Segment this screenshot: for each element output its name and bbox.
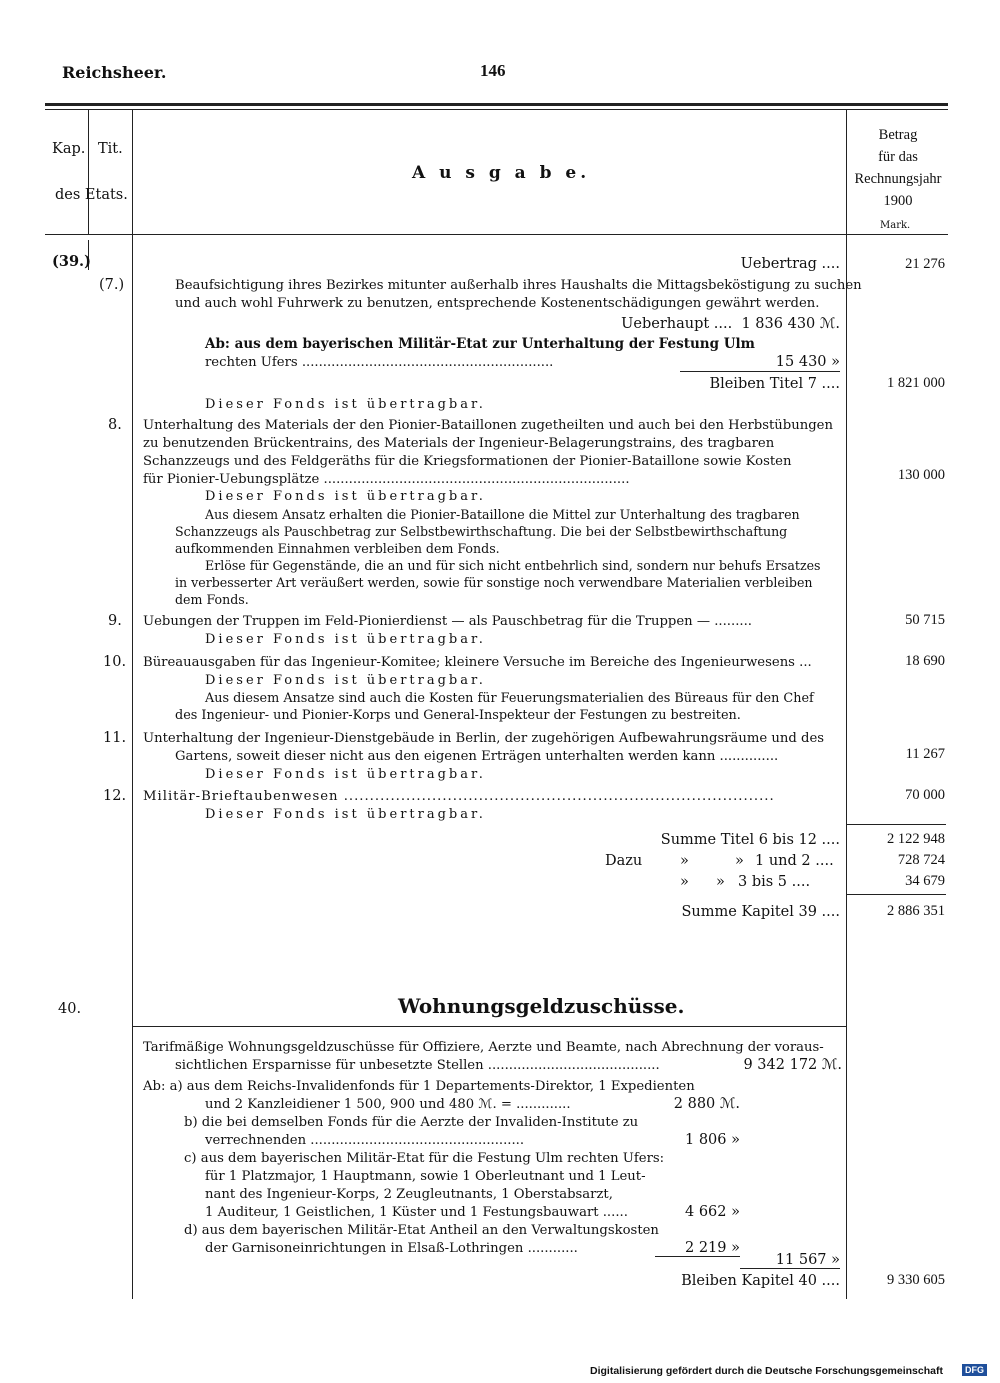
deduction-text: Ab: a) aus dem Reichs-Invalidenfonds für 1 Departements-Direktor, 1 Expedienten [143,1079,695,1094]
running-head: Reichsheer. [62,63,167,82]
summe-label: Summe Titel 6 bis 12 .... [660,832,840,848]
bleiben-kapitel-value: 9 330 605 [887,1272,945,1288]
tit-number: 9. [108,613,122,629]
entry-text: Büreauausgaben für das Ingenieur-Komitee; kleinere Versuche im Bereiche des Ingenieurwesens ... [143,655,812,670]
fonds-note: Dieser Fonds ist übertragbar. [205,489,486,504]
tit-number: (7.) [99,277,125,293]
fonds-note: Dieser Fonds ist übertragbar. [205,673,486,688]
entry-text: Tarifmäßige Wohnungsgeldzuschüsse für Offiziere, Aerzte und Beamte, nach Abrechnung der voraus- [143,1040,824,1055]
col-divider-kap [88,109,89,235]
deduction-value: 2 219 » [685,1240,740,1256]
amount-value: 50 715 [905,612,945,628]
note-text: Aus diesem Ansatz erhalten die Pionier-Bataillone die Mittel zur Unterhaltung des tragbaren [205,507,800,522]
dazu-value: 34 679 [905,873,945,889]
fonds-note: Dieser Fonds ist übertragbar. [205,632,486,647]
sum-rule [846,824,946,825]
uebertrag-label: Uebertrag .... [740,256,840,272]
entry-text: Unterhaltung des Materials der den Pionier-Bataillonen zugetheilten und auch bei den Herbstübungen [143,418,833,433]
deduction-text: der Garnisoneinrichtungen in Elsaß-Lothringen ............ [205,1241,578,1256]
entry-text: für Pionier-Uebungsplätze ......................................................................... [143,472,630,487]
top-rule-thin [45,109,948,110]
tit-number: 12. [103,788,127,804]
dazu-range: 1 und 2 .... [755,853,834,869]
deduction-text: d) aus dem bayerischen Militär-Etat Antheil an den Verwaltungskosten [184,1223,659,1238]
entry-text: Schanzzeugs und des Feldgeräths für die Kriegsformationen der Pionier-Bataillone sowie Kosten [143,454,792,469]
deduction-text: nant des Ingenieur-Korps, 2 Zeugleutnants, 1 Oberstabsarzt, [205,1187,613,1202]
kap-number: (39.) [52,253,91,270]
deduction-text: b) die bei demselben Fonds für die Aerzte der Invaliden-Institute zu [184,1115,639,1130]
bleiben-label: Bleiben Titel 7 .... [709,376,840,392]
col-divider-tit [132,109,133,1299]
subtotal-rule [655,1256,740,1257]
tit-number: 10. [103,654,127,670]
note-text: aufkommenden Einnahmen verbleiben dem Fonds. [175,541,500,556]
deduction-sum: 11 567 » [775,1252,840,1268]
col-header-tit: Tit. [98,141,123,157]
note-text: Aus diesem Ansatze sind auch die Kosten für Feuerungsmaterialien des Büreaus für den Chef [205,691,814,706]
amount-value: 18 690 [905,653,945,669]
amount-value: 11 267 [905,746,945,762]
fonds-note: Dieser Fonds ist übertragbar. [205,767,486,782]
amount-value: 70 000 [905,787,945,803]
fonds-note: Dieser Fonds ist übertragbar. [205,807,486,822]
deduction-text: rechten Ufers ............................................................ [205,355,554,370]
note-text: des Ingenieur- und Pionier-Korps und General-Inspekteur der Festungen zu bestreiten. [175,708,741,723]
deduction-value: 15 430 » [775,354,840,370]
chapter-title: Wohnungsgeldzuschüsse. [398,994,685,1018]
deduction-text: 1 Auditeur, 1 Geistlichen, 1 Küster und 1 Festungsbauwart ...... [205,1205,628,1220]
note-text: Erlöse für Gegenstände, die an und für sich nicht entbehrlich sind, sondern nur behufs Ersatzes [205,558,821,573]
bleiben-kapitel-label: Bleiben Kapitel 40 .... [681,1273,840,1289]
chapter-rule [132,1026,846,1027]
gross-total: 9 342 172 ℳ. [743,1057,842,1073]
top-rule-thick [45,103,948,106]
page-number: 146 [480,61,506,80]
col-header-betrag: Betrag für das Rechnungsjahr 1900 [854,127,942,209]
header-rule [45,234,948,235]
col-header-des-etats: des Etats. [55,187,128,203]
summe-value: 2 122 948 [887,831,945,847]
ueberhaupt-line: Ueberhaupt .... 1 836 430 ℳ. [621,316,840,332]
tit-number: 11. [103,730,127,746]
sum-rule [846,894,946,895]
dazu-label: Dazu [605,853,643,869]
subtotal-rule [740,1268,840,1269]
fonds-note: Dieser Fonds ist übertragbar. [205,397,486,412]
deduction-value: 2 880 ℳ. [673,1096,740,1112]
deduction-text: und 2 Kanzleidiener 1 500, 900 und 480 ℳ. = ............. [205,1097,571,1112]
entry-text: Uebungen der Truppen im Feld-Pionierdienst — als Pauschbetrag für die Truppen — ......... [143,614,752,629]
uebertrag-value: 21 276 [905,256,945,272]
dfg-logo: DFG [962,1364,987,1376]
summe-kapitel-label: Summe Kapitel 39 .... [681,904,840,920]
summe-kapitel-value: 2 886 351 [887,903,945,919]
ditto-mark: » [735,853,744,869]
amount-value: 130 000 [897,467,945,483]
deduction-text: Ab: aus dem bayerischen Militär-Etat zur Unterhaltung der Festung Ulm [205,336,755,352]
dazu-range: 3 bis 5 .... [738,874,811,890]
note-text: dem Fonds. [175,592,249,607]
entry-text: Gartens, soweit dieser nicht aus den eigenen Erträgen unterhalten werden kann .............. [175,749,779,764]
col-header-kap: Kap. [52,141,86,157]
deduction-text: verrechnenden ................................................... [205,1133,525,1148]
note-text: Schanzzeugs als Pauschbetrag zur Selbstbewirthschaftung. Die bei der Selbstbewirthschaftung [175,524,788,539]
footer-credit: Digitalisierung gefördert durch die Deutsche Forschungsgemeinschaft [590,1365,943,1377]
note-text: in verbesserter Art veräußert werden, sowie für sonstige noch verwendbare Materialien verbleiben [175,575,813,590]
bleiben-value: 1 821 000 [887,375,945,391]
entry-text: Beaufsichtigung ihres Bezirkes mitunter außerhalb ihres Haushalts die Mittagsbeköstigung zu suchen [175,278,862,293]
ditto-mark: » [680,853,689,869]
deduction-value: 1 806 » [685,1132,740,1148]
dazu-value: 728 724 [897,852,945,868]
entry-text: sichtlichen Ersparnisse für unbesetzte Stellen ......................................... [175,1058,660,1073]
kap-number: 40. [58,1001,82,1017]
ditto-mark: » [716,874,725,890]
tit-number: 8. [108,417,122,433]
deduction-text: für 1 Platzmajor, 1 Hauptmann, sowie 1 Oberleutnant und 1 Leut- [205,1169,646,1184]
deduction-text: c) aus dem bayerischen Militär-Etat für die Festung Ulm rechten Ufers: [184,1151,665,1166]
table-title: A u s g a b e. [412,163,591,183]
entry-text: Militär-Brieftaubenwesen ................................................................................... [143,789,775,804]
col-header-mark: Mark. [880,220,911,231]
entry-text: zu benutzenden Brückentrains, des Materials der Ingenieur-Belagerungstrains, des tragbaren [143,436,775,451]
entry-text: und auch wohl Fuhrwerk zu benutzen, entsprechende Kostenentschädigungen gewährt werden. [175,296,820,311]
entry-text: Unterhaltung der Ingenieur-Dienstgebäude in Berlin, der zugehörigen Aufbewahrungsräume und des [143,731,825,746]
ditto-mark: » [680,874,689,890]
deduction-value: 4 662 » [685,1204,740,1220]
subtotal-rule [680,371,840,372]
